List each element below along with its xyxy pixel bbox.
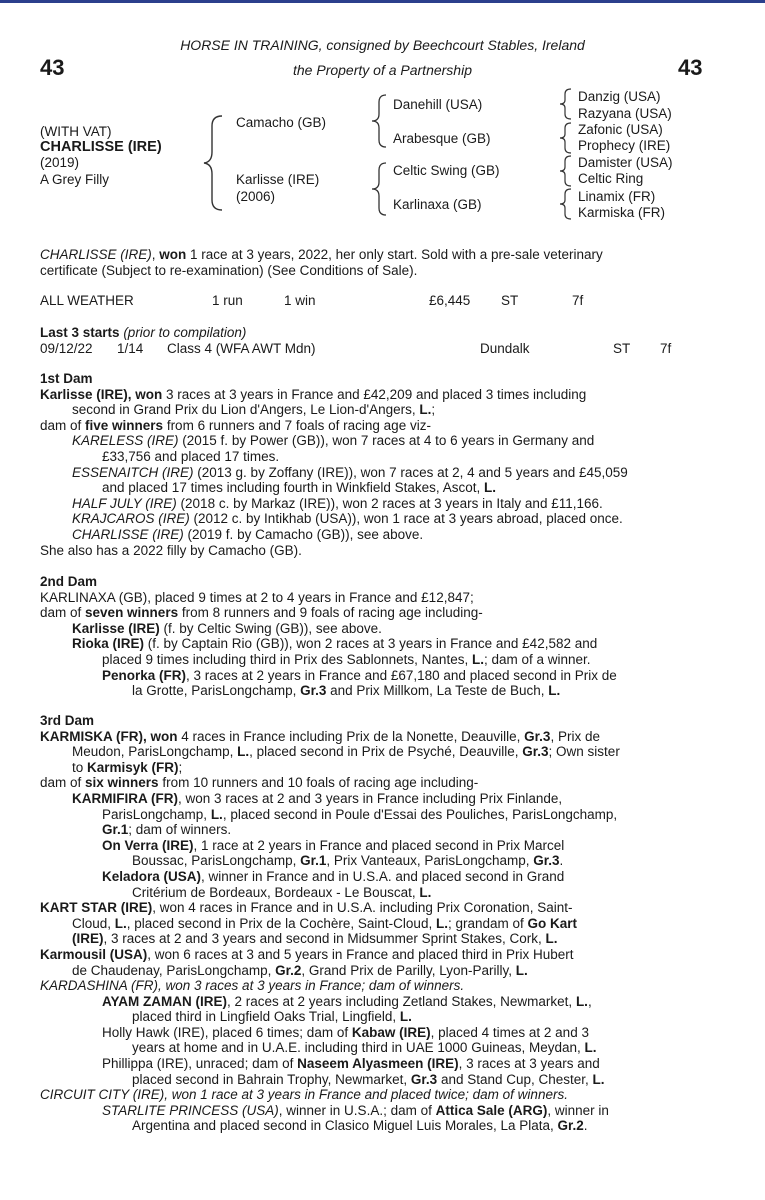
offspring-name: KRAJCAROS (IRE) <box>72 511 190 527</box>
summary-text-2: certificate (Subject to re-examination) (See Conditions of Sale). <box>40 262 418 278</box>
offspring-text-cont: placed 9 times including third in Prix des Sablonnets, Nantes, <box>102 651 472 667</box>
offspring-text: . <box>559 853 564 869</box>
first-dam-text-2b: ; <box>431 402 436 418</box>
summary-text-1: 1 race at 3 years, 2022, her only start. Sold with a pre-sale veterinary <box>186 247 603 262</box>
third-dam-text: , Prix de <box>550 728 600 744</box>
second-dam-section <box>40 574 720 699</box>
offspring-text: , winner in <box>547 1102 609 1118</box>
race-grade: L. <box>210 806 223 822</box>
third-dam-produce-a: dam of <box>40 775 86 791</box>
record-runs: 1 run <box>212 293 243 308</box>
last-start-date: 09/12/22 <box>40 341 93 356</box>
grandsire-1: Danehill (USA) <box>393 97 483 112</box>
race-grade: L. <box>114 915 127 931</box>
offspring-keladora <box>40 869 720 885</box>
offspring-charlisse <box>40 527 720 543</box>
offspring-karmifira <box>40 791 720 807</box>
third-dam-produce-c: from 10 runners and 10 foals of racing age including- <box>158 775 479 791</box>
offspring-text: , won 6 races at 3 and 5 years in France and placed third in Prix Hubert <box>147 946 574 962</box>
third-dam-text: to <box>72 759 88 775</box>
offspring-text: . <box>583 1118 588 1134</box>
offspring-text: , placed second in Poule d'Essai des Pouliches, ParisLongchamp, <box>222 806 618 822</box>
record-surface: ALL WEATHER <box>40 293 134 308</box>
lot-number-right: 43 <box>678 55 703 80</box>
offspring-text: (2012 c. by Intikhab (USA)), won 1 race at 3 years abroad, placed once. <box>189 511 623 527</box>
second-dam-winners: seven winners <box>85 605 179 621</box>
record-prize: £6,445 <box>429 293 471 308</box>
offspring-name: KARMIFIRA (FR) <box>72 790 178 806</box>
great-grandparent-3: Zafonic (USA) <box>578 122 663 137</box>
consignor-line: HORSE IN TRAINING, consigned by Beechcourt Stables, Ireland <box>180 37 585 53</box>
third-dam-won: , won <box>142 728 178 744</box>
great-grandparent-1: Danzig (USA) <box>578 89 661 104</box>
last-start-going: ST <box>613 341 631 356</box>
offspring-name: KARDASHINA (FR) <box>40 978 159 994</box>
first-dam-produce-c: from 6 runners and 7 foals of racing age viz- <box>163 417 431 433</box>
offspring-kardashina <box>40 978 720 994</box>
grandchild-name: Attica Sale (ARG) <box>435 1102 548 1118</box>
offspring-text: and Stand Cup, Chester, <box>437 1071 593 1087</box>
offspring-text: , 2 races at 2 years including Zetland Stakes, Newmarket, <box>227 993 576 1009</box>
race-grade: Gr.1 <box>102 822 129 838</box>
property-line: the Property of a Partnership <box>293 62 472 78</box>
third-dam-text: ; Own sister <box>548 744 620 760</box>
grandchild-name: Naseem Alyasmeen (IRE) <box>297 1056 459 1072</box>
offspring-ayam-zaman <box>40 994 720 1010</box>
great-grandparent-6: Celtic Ring <box>578 171 644 186</box>
great-grandparent-2: Razyana (USA) <box>578 106 672 121</box>
offspring-text-end: ; dam of a winner. <box>483 651 591 667</box>
offspring-text: , 1 race at 2 years in France and placed second in Prix Marcel <box>193 837 565 853</box>
top-border <box>0 0 765 3</box>
lot-number-left: 43 <box>40 55 65 80</box>
offspring-text: de Chaudenay, ParisLongchamp, <box>72 962 276 978</box>
summary-won: won <box>159 247 187 262</box>
pedigree-brace-gg4 <box>556 187 580 221</box>
offspring-text: , 3 races at 2 and 3 years and second in Midsummer Sprint Stakes, Cork, <box>103 931 546 947</box>
offspring-name: AYAM ZAMAN (IRE) <box>102 993 228 1009</box>
offspring-text: , <box>587 993 592 1009</box>
offspring-essenaitch <box>40 465 720 481</box>
offspring-name: CIRCUIT CITY (IRE) <box>40 1087 165 1103</box>
offspring-name: ESSENAITCH (IRE) <box>72 464 194 480</box>
first-dam-text-2: second in Grand Prix du Lion d'Angers, Le Lion-d'Angers, <box>72 402 420 418</box>
offspring-krajcaros <box>40 511 720 527</box>
grandsire-2: Celtic Swing (GB) <box>393 163 500 178</box>
offspring-name: KART STAR (IRE) <box>40 900 153 916</box>
first-dam-section <box>40 371 720 558</box>
second-dam-produce-c: from 8 runners and 9 foals of racing age including- <box>178 605 483 621</box>
third-dam-text: ; <box>178 759 183 775</box>
sire: Camacho (GB) <box>236 115 327 130</box>
race-grade: L. <box>545 931 558 947</box>
offspring-text: , won 3 races at 2 and 3 years in France including Prix Finlande, <box>177 790 563 806</box>
offspring-text: , 3 races at 2 years in France and £67,180 and placed second in Prix de <box>186 667 617 683</box>
first-dam-note: She also has a 2022 filly by Camacho (GB). <box>40 542 302 558</box>
offspring-text: Cloud, <box>72 915 115 931</box>
offspring-name: KARELESS (IRE) <box>72 433 179 449</box>
offspring-text: Argentina and placed second in Clasico Miguel Luis Morales, La Plata, <box>132 1118 558 1134</box>
first-dam-won: , won <box>127 386 163 402</box>
offspring-name: Penorka (FR) <box>102 667 187 683</box>
offspring-text: ; dam of winners. <box>128 822 232 838</box>
last-start-race: Class 4 (WFA AWT Mdn) <box>167 341 316 356</box>
race-grade: L. <box>435 915 448 931</box>
last-starts-note: (prior to compilation) <box>123 325 247 340</box>
offspring-name: On Verra (IRE) <box>102 837 194 853</box>
offspring-text-cont: £33,756 and placed 17 times. <box>102 448 280 464</box>
offspring-text: Critérium de Bordeaux, Bordeaux - Le Bouscat, <box>132 884 420 900</box>
last-start-distance: 7f <box>660 341 672 356</box>
offspring-text: , 3 races at 3 years and <box>458 1056 600 1072</box>
race-grade: Gr.1 <box>300 853 327 869</box>
offspring-name: STARLITE PRINCESS (USA) <box>102 1102 279 1118</box>
horse-description: A Grey Filly <box>40 172 110 187</box>
offspring-text: (2018 c. by Markaz (IRE)), won 2 races at 3 years in Italy and £11,166. <box>176 495 603 511</box>
offspring-text: ParisLongchamp, <box>102 806 211 822</box>
third-dam-winners: six winners <box>85 775 159 791</box>
offspring-text: , won 1 race at 3 years in France and placed twice; dam of winners. <box>164 1087 568 1103</box>
offspring-name: HALF JULY (IRE) <box>72 495 177 511</box>
offspring-holly-hawk <box>40 1025 720 1041</box>
pedigree-brace-main <box>200 112 240 214</box>
offspring-text: (f. by Captain Rio (GB)), won 2 races at 3 years in France and £42,582 and <box>144 636 598 652</box>
offspring-name: Karlisse (IRE) <box>72 620 160 636</box>
grandchild-name: (IRE) <box>72 931 104 947</box>
offspring-text: placed second in Bahrain Trophy, Newmarket, <box>132 1071 411 1087</box>
offspring-text: , Prix Vanteaux, ParisLongchamp, <box>326 853 534 869</box>
first-dam-winners: five winners <box>85 417 164 433</box>
offspring-text: , won 3 races at 3 years in France; dam of winners. <box>158 978 465 994</box>
horse-name: CHARLISSE (IRE) <box>40 139 162 155</box>
last-start-position: 1/14 <box>117 341 144 356</box>
first-dam-name: Karlisse (IRE) <box>40 386 128 402</box>
race-grade: L. <box>592 1071 605 1087</box>
first-dam-produce-a: dam of <box>40 417 86 433</box>
race-grade: L. <box>471 651 484 667</box>
first-dam-grade: L. <box>419 402 432 418</box>
offspring-name: CHARLISSE (IRE) <box>72 526 184 542</box>
offspring-on-verra <box>40 838 720 854</box>
offspring-name: Keladora (USA) <box>102 868 202 884</box>
race-grade: L. <box>237 744 250 760</box>
offspring-karmousil <box>40 947 720 963</box>
granddam-1: Arabesque (GB) <box>393 131 491 146</box>
grandchild-name: Go Kart <box>527 915 578 931</box>
third-dam-text: 4 races in France including Prix de la Nonette, Deauville, <box>177 728 525 744</box>
vat-label: (WITH VAT) <box>40 124 112 139</box>
offspring-text-cont: la Grotte, ParisLongchamp, <box>132 683 301 699</box>
race-grade: L. <box>419 884 432 900</box>
third-dam-heading: 3rd Dam <box>40 713 95 728</box>
race-summary: CHARLISSE (IRE), won 1 race at 3 years, 2022, her only start. Sold with a pre-sale veterinary certificate (Subject to re-examination) (See Conditions of Sale). <box>40 247 720 278</box>
third-dam-section <box>40 713 720 1134</box>
race-grade: L. <box>515 962 528 978</box>
second-dam-text-1: KARLINAXA (GB), placed 9 times at 2 to 4 years in France and £12,847; <box>40 589 474 605</box>
race-grade: Gr.3 <box>410 1071 438 1087</box>
offspring-text: placed third in Lingfield Oaks Trial, Lingfield, <box>132 1009 400 1025</box>
pedigree-brace-gg3 <box>556 154 580 188</box>
offspring-text: , winner in U.S.A.; dam of <box>278 1102 436 1118</box>
third-dam-text: , placed second in Prix de Psyché, Deauville, <box>249 744 523 760</box>
great-grandparent-7: Linamix (FR) <box>578 189 656 204</box>
race-grade: L. <box>575 993 588 1009</box>
offspring-text: , won 4 races in France and in U.S.A. including Prix Coronation, Saint- <box>152 900 573 916</box>
offspring-karlisse <box>40 621 720 637</box>
race-grade: L. <box>584 1040 597 1056</box>
race-grade: L. <box>399 1009 412 1025</box>
second-dam-produce-a: dam of <box>40 605 86 621</box>
sibling-name: Karmisyk (FR) <box>87 759 179 775</box>
offspring-text: years at home and in U.A.E. including third in UAE 1000 Guineas, Meydan, <box>132 1040 585 1056</box>
record-wins: 1 win <box>284 293 316 308</box>
offspring-text: (2019 f. by Camacho (GB)), see above. <box>183 526 424 542</box>
offspring-kart-star <box>40 900 720 916</box>
race-grade: L. <box>483 480 496 496</box>
race-grade: Gr.3 <box>300 683 327 699</box>
offspring-text: Boussac, ParisLongchamp, <box>132 853 301 869</box>
offspring-starlite-princess <box>40 1103 720 1119</box>
race-grade: L. <box>548 683 561 699</box>
offspring-text: (2013 g. by Zoffany (IRE)), won 7 races at 2, 4 and 5 years and £45,059 <box>193 464 628 480</box>
first-dam-text-1: 3 races at 3 years in France and £42,209 and placed 3 times including <box>162 386 587 402</box>
race-grade: Gr.3 <box>524 728 551 744</box>
offspring-text: Holly Hawk (IRE), placed 6 times; dam of <box>102 1024 352 1040</box>
third-dam-name: KARMISKA (FR) <box>40 728 143 744</box>
first-dam-heading: 1st Dam <box>40 371 93 386</box>
offspring-phillippa <box>40 1056 720 1072</box>
offspring-text: ; grandam of <box>447 915 528 931</box>
great-grandparent-8: Karmiska (FR) <box>578 205 665 220</box>
pedigree-brace-gg1 <box>556 87 580 121</box>
offspring-text-mid: and Prix Millkom, La Teste de Buch, <box>326 683 549 699</box>
offspring-half-july <box>40 496 720 512</box>
offspring-rioka <box>40 636 720 652</box>
race-grade: Gr.3 <box>522 744 549 760</box>
offspring-name: Karmousil (USA) <box>40 946 148 962</box>
great-grandparent-4: Prophecy (IRE) <box>578 138 671 153</box>
offspring-text: , Grand Prix de Parilly, Lyon-Parilly, <box>301 962 516 978</box>
dam: Karlisse (IRE) <box>236 172 320 187</box>
horse-year: (2019) <box>40 155 80 170</box>
offspring-text-cont: and placed 17 times including fourth in Winkfield Stakes, Ascot, <box>102 480 484 496</box>
granddam-2: Karlinaxa (GB) <box>393 197 482 212</box>
record-distance: 7f <box>572 293 584 308</box>
pedigree-brace-gg2 <box>556 121 580 155</box>
third-dam-text: Meudon, ParisLongchamp, <box>72 744 238 760</box>
last-starts-heading <box>40 325 246 340</box>
offspring-text: , winner in France and in U.S.A. and placed second in Grand <box>201 868 565 884</box>
offspring-circuit-city <box>40 1087 720 1103</box>
second-dam-heading: 2nd Dam <box>40 574 98 589</box>
race-grade: Gr.2 <box>275 962 302 978</box>
record-going: ST <box>501 293 519 308</box>
dam-year: (2006) <box>236 189 276 204</box>
race-grade: Gr.2 <box>557 1118 584 1134</box>
offspring-text: , placed second in Prix de la Cochère, Saint-Cloud, <box>126 915 436 931</box>
offspring-text: (f. by Celtic Swing (GB)), see above. <box>159 620 382 636</box>
last-starts-title: Last 3 starts <box>40 325 120 340</box>
last-start-course: Dundalk <box>480 341 530 356</box>
great-grandparent-5: Damister (USA) <box>578 155 673 170</box>
race-grade: Gr.3 <box>533 853 560 869</box>
grandchild-name: Kabaw (IRE) <box>351 1024 431 1040</box>
offspring-text: (2015 f. by Power (GB)), won 7 races at 4 to 6 years in Germany and <box>178 433 595 449</box>
offspring-penorka <box>40 668 720 684</box>
offspring-kareless <box>40 433 720 449</box>
offspring-text: Phillippa (IRE), unraced; dam of <box>102 1056 298 1072</box>
summary-horse-name: CHARLISSE (IRE) <box>40 247 152 262</box>
offspring-name: Rioka (IRE) <box>72 636 145 652</box>
offspring-text: , placed 4 times at 2 and 3 <box>430 1024 589 1040</box>
